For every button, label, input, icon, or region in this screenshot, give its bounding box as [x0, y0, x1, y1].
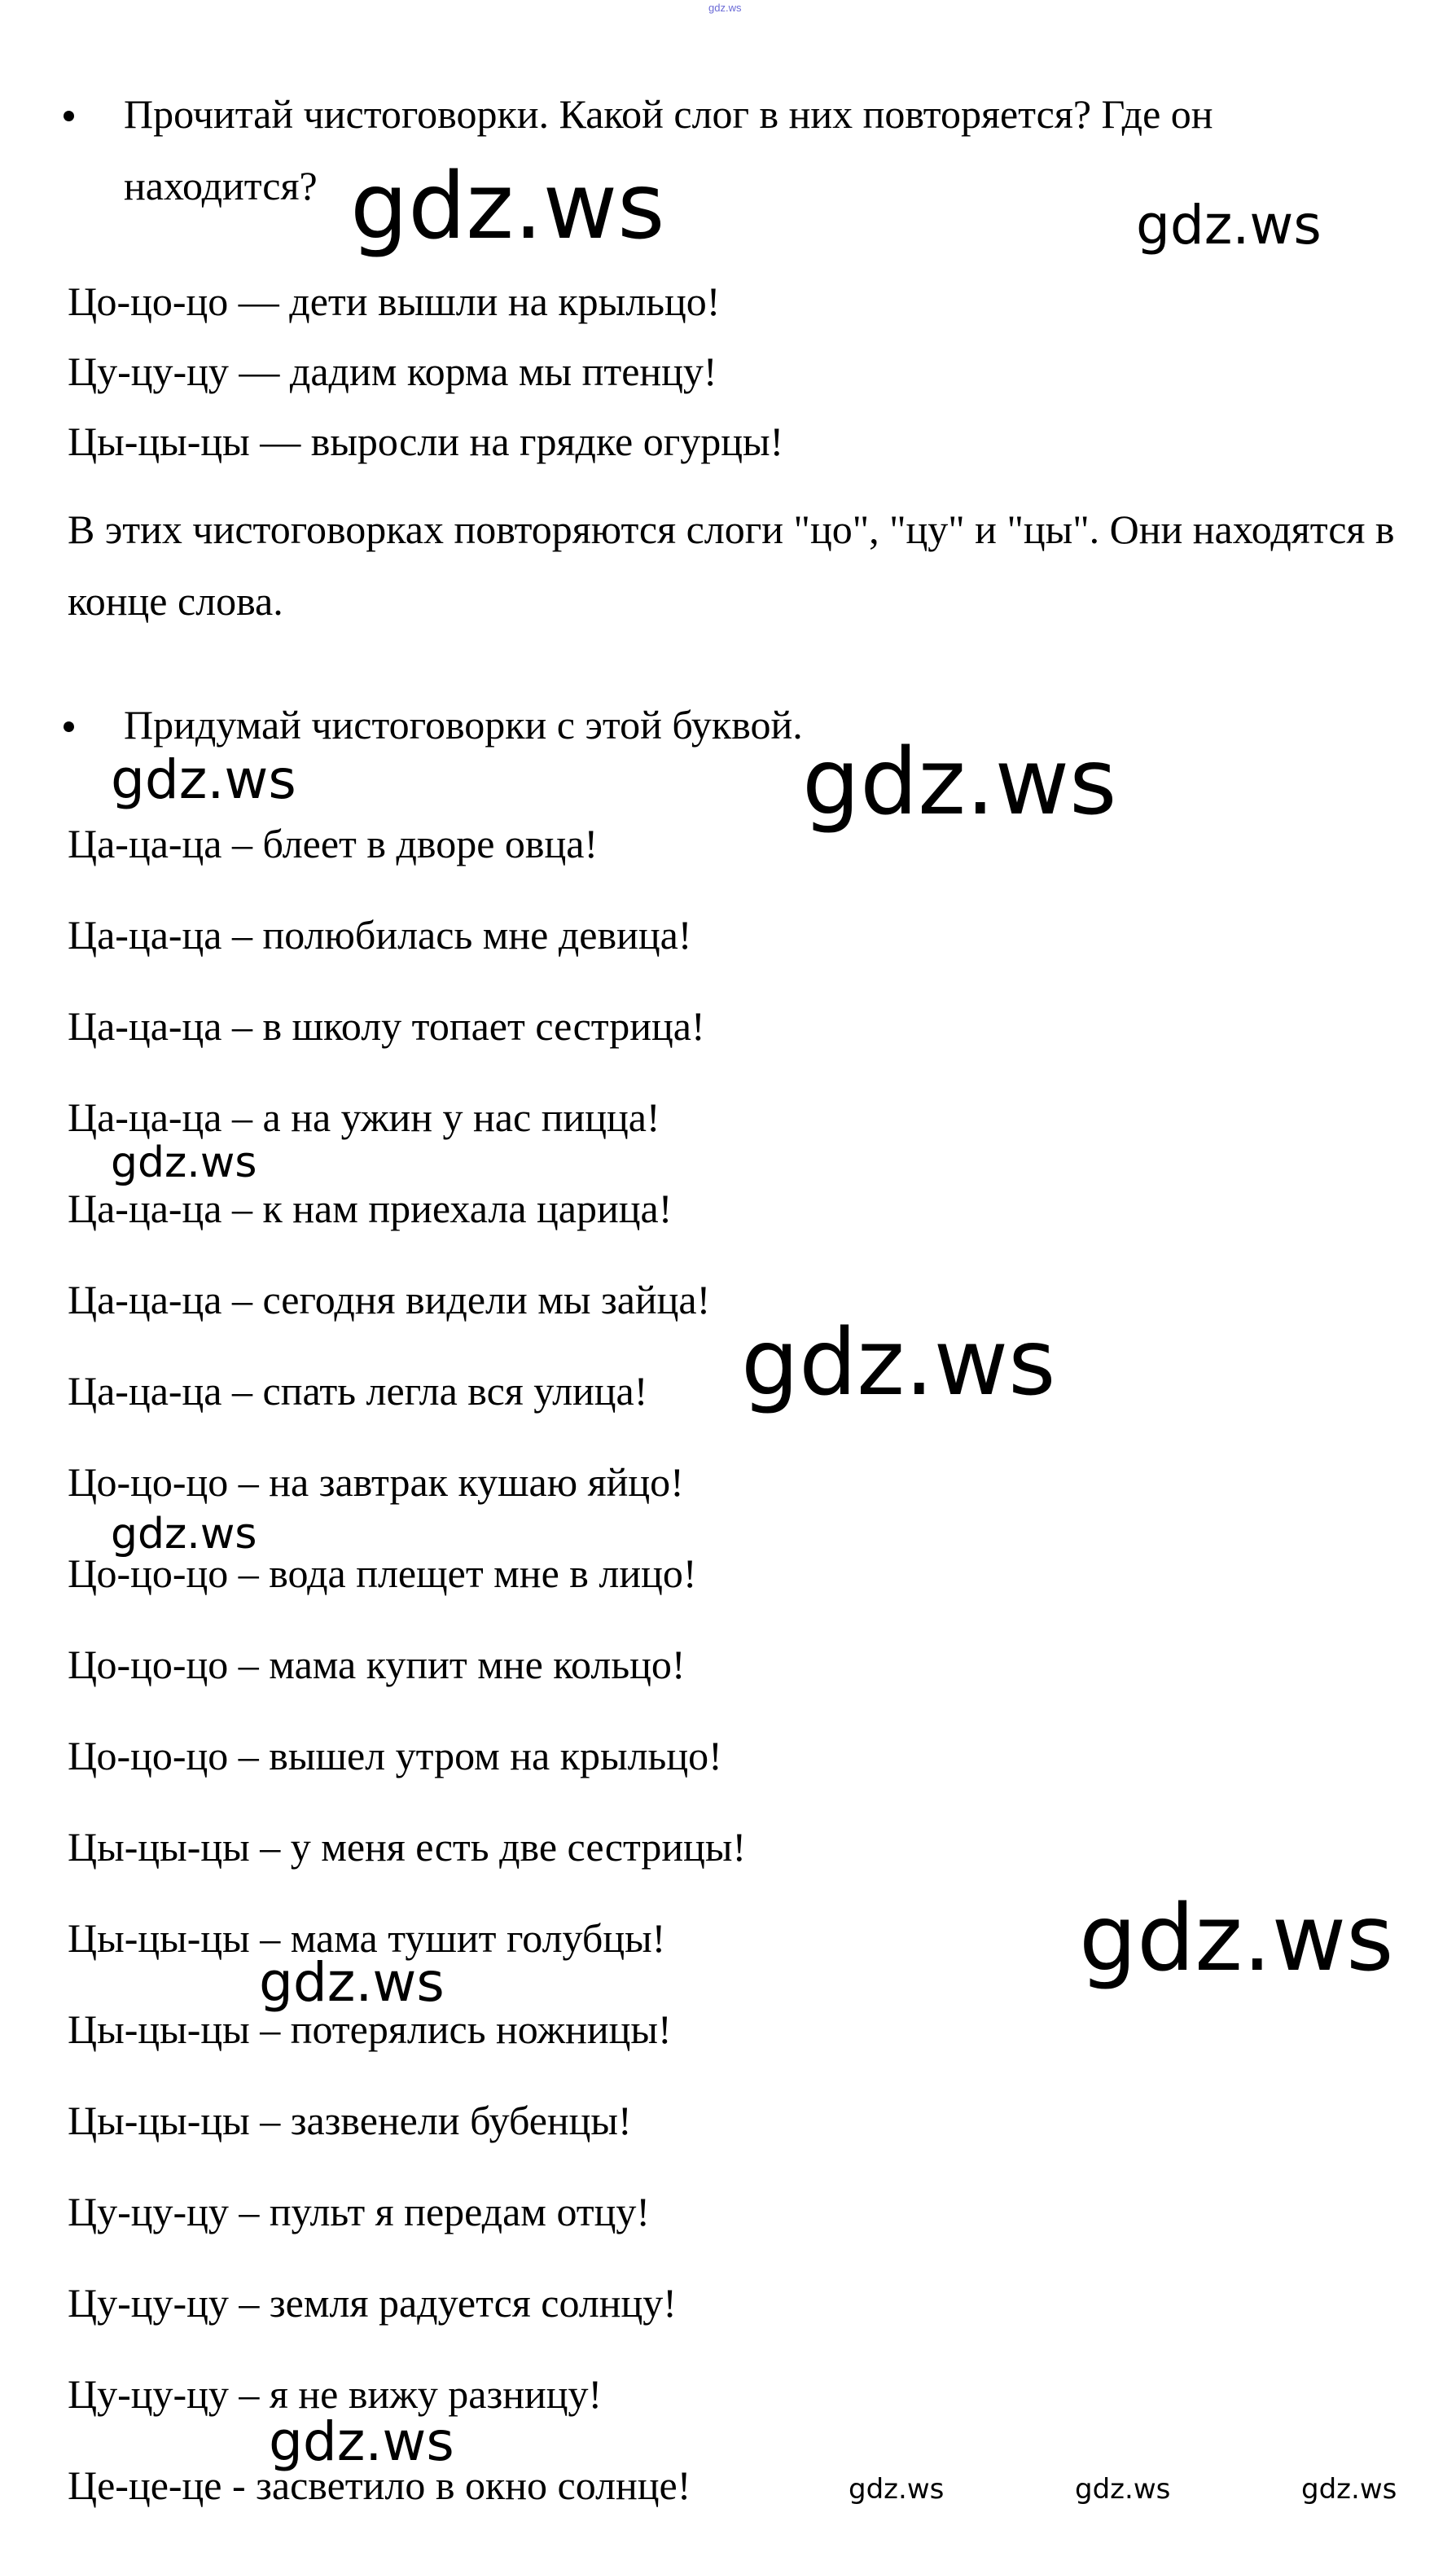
watermark: gdz.ws — [1136, 194, 1322, 257]
watermark: gdz.ws — [741, 1310, 1056, 1416]
task2-line: Цы-цы-цы – потерялись ножницы! — [68, 2006, 672, 2052]
task2-line: Цы-цы-цы – мама тушит голубцы! — [68, 1915, 666, 1961]
task2-line: Цу-цу-цу – пульт я передам отцу! — [68, 2189, 651, 2234]
watermark: gdz.ws — [849, 2473, 945, 2506]
task2-line: Цо-цо-цо – на завтрак кушаю яйцо! — [68, 1459, 684, 1505]
task2-line: Ца-ца-ца – спать легла вся улица! — [68, 1368, 648, 1414]
watermark: gdz.ws — [802, 730, 1117, 835]
task2-line: Цо-цо-цо – мама купит мне кольцо! — [68, 1642, 686, 1687]
task2-line: Цы-цы-цы – у меня есть две сестрицы! — [68, 1824, 747, 1870]
task2-line: Цо-цо-цо – вода плещет мне в лицо! — [68, 1550, 697, 1596]
task2-line: Цу-цу-цу – я не вижу разницу! — [68, 2371, 603, 2417]
task1-answer: В этих чистоговорках повторяются слоги "цо", "цу" и "цы". Они находятся в конце слова. — [68, 506, 1395, 624]
watermark: gdz.ws — [1079, 1886, 1394, 1992]
task2-line: Цо-цо-цо – вышел утром на крыльцо! — [68, 1733, 722, 1778]
task1-line: Цо-цо-цо — дети вышли на крыльцо! — [68, 278, 721, 324]
task1-line: Цу-цу-цу — дадим корма мы птенцу! — [68, 349, 717, 394]
task2-line: Цы-цы-цы – зазвенели бубенцы! — [68, 2098, 632, 2143]
task2-line: Ца-ца-ца – сегодня видели мы зайца! — [68, 1277, 711, 1322]
task2-line: Ца-ца-ца – а на ужин у нас пицца! — [68, 1094, 660, 1140]
task2-line: Ца-ца-ца – блеет в дворе овца! — [68, 821, 599, 866]
watermark: gdz.ws — [1075, 2473, 1171, 2506]
task2-line: Ца-ца-ца – в школу топает сестрица! — [68, 1003, 705, 1049]
task1-line: Цы-цы-цы — выросли на грядке огурцы! — [68, 419, 784, 464]
header-watermark: gdz.ws — [708, 2, 742, 14]
watermark: gdz.ws — [259, 1951, 445, 2014]
watermark: gdz.ws — [111, 1510, 257, 1559]
watermark: gdz.ws — [111, 748, 296, 811]
watermark: gdz.ws — [1301, 2473, 1397, 2506]
bullet-icon — [64, 111, 74, 121]
task2-line: Ца-ца-ца – к нам приехала царица! — [68, 1186, 673, 1231]
task2-line: Ца-ца-ца – полюбилась мне девица! — [68, 912, 692, 958]
task1-question-text: Прочитай чистоговорки. Какой слог в них повторяется? Где он находится? — [124, 91, 1213, 208]
watermark: gdz.ws — [111, 1138, 257, 1187]
task2-line: Цу-цу-цу – земля радуется солнцу! — [68, 2280, 677, 2326]
task2-line: Це-це-це - засветило в окно солнце! — [68, 2462, 691, 2508]
watermark: gdz.ws — [269, 2410, 454, 2473]
watermark: gdz.ws — [350, 154, 665, 260]
bullet-icon — [64, 721, 74, 732]
task2-question-text: Придумай чистоговорки с этой буквой. — [124, 702, 803, 748]
